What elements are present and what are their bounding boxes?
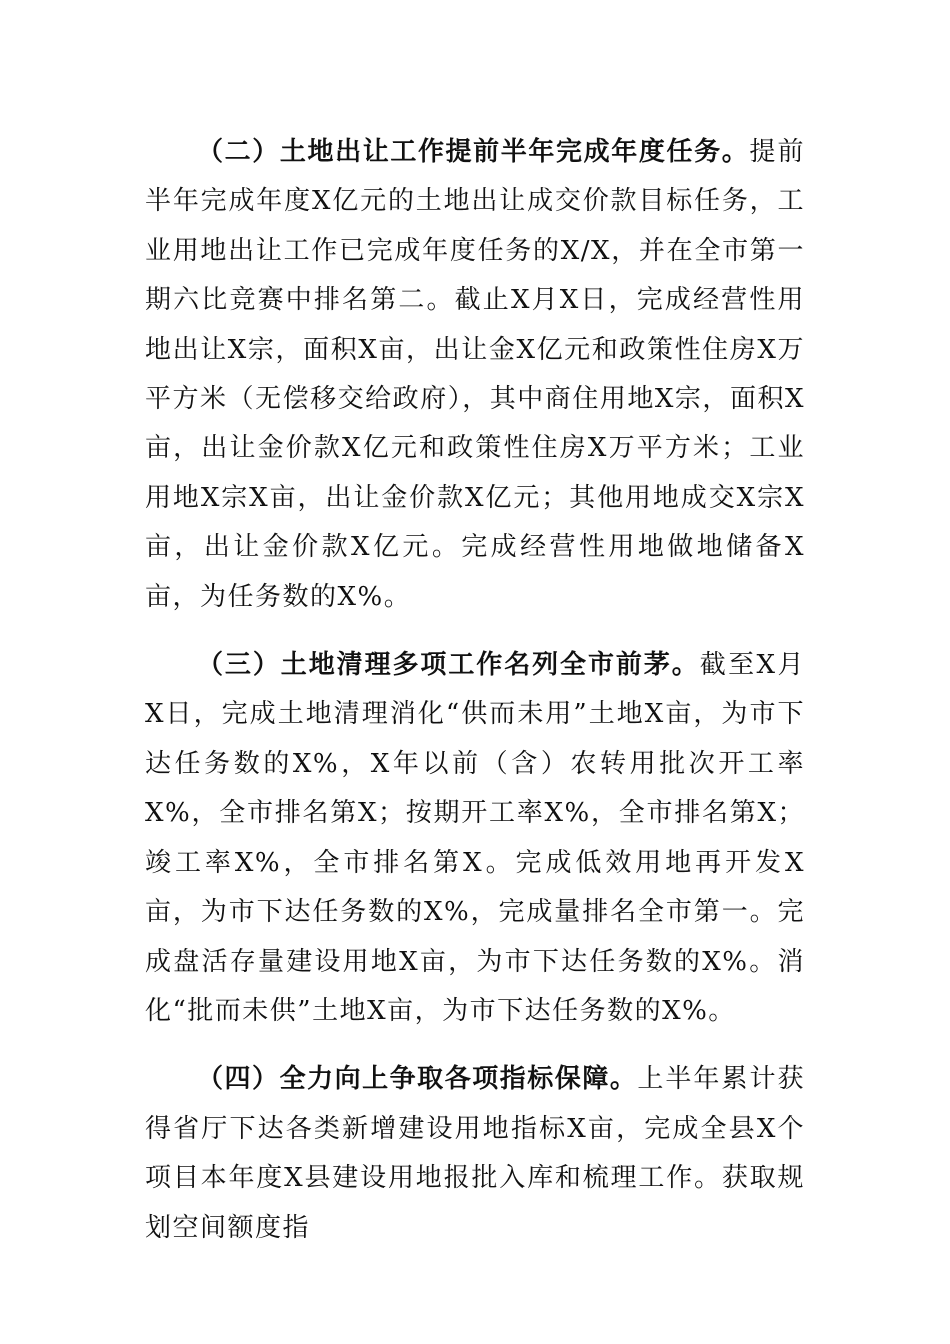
paragraph-body: 提前半年完成年度X亿元的土地出让成交价款目标任务，工业用地出让工作已完成年度任务的X/X，并在全市第一期六比竞赛中排名第二。截止X月X日，完成经营性用地出让X宗，面积X亩，出让金X亿元和政策性住房X万平方米（无偿移交给政府），其中商住用地X宗，面积X亩，出让金价款X亿元和政策性住房X万平方米；工业用地X宗X亩，出让金价款X亿元；其他用地成交X宗X亩，出让金价款X亿元。完成经营性用地做地储备X亩，为任务数的X%。 [145, 137, 805, 612]
paragraph-indicator-guarantee [145, 1055, 805, 1253]
section-heading: （二）土地出让工作提前半年完成年度任务。 [197, 137, 750, 167]
section-heading: （四）全力向上争取各项指标保障。 [197, 1064, 638, 1095]
paragraph-land-cleanup [145, 641, 805, 1036]
document-page [145, 128, 805, 1272]
section-heading: （三）土地清理多项工作名列全市前茅。 [197, 650, 700, 681]
paragraph-body: 上半年累计获得省厅下达各类新增建设用地指标X亩，完成全县X个项目本年度X县建设用地报批入库和梳理工作。获取规划空间额度指 [145, 1064, 805, 1243]
paragraph-land-transfer [145, 128, 805, 622]
paragraph-body: 截至X月X日，完成土地清理消化“供而未用”土地X亩，为市下达任务数的X%，X年以前（含）农转用批次开工率X%，全市排名第X；按期开工率X%，全市排名第X；竣工率X%，全市排名第X。完成低效用地再开发X亩，为市下达任务数的X%，完成量排名全市第一。完成盘活存量建设用地X亩，为市下达任务数的X%。消化“批而未供”土地X亩，为市下达任务数的X%。 [145, 650, 805, 1026]
